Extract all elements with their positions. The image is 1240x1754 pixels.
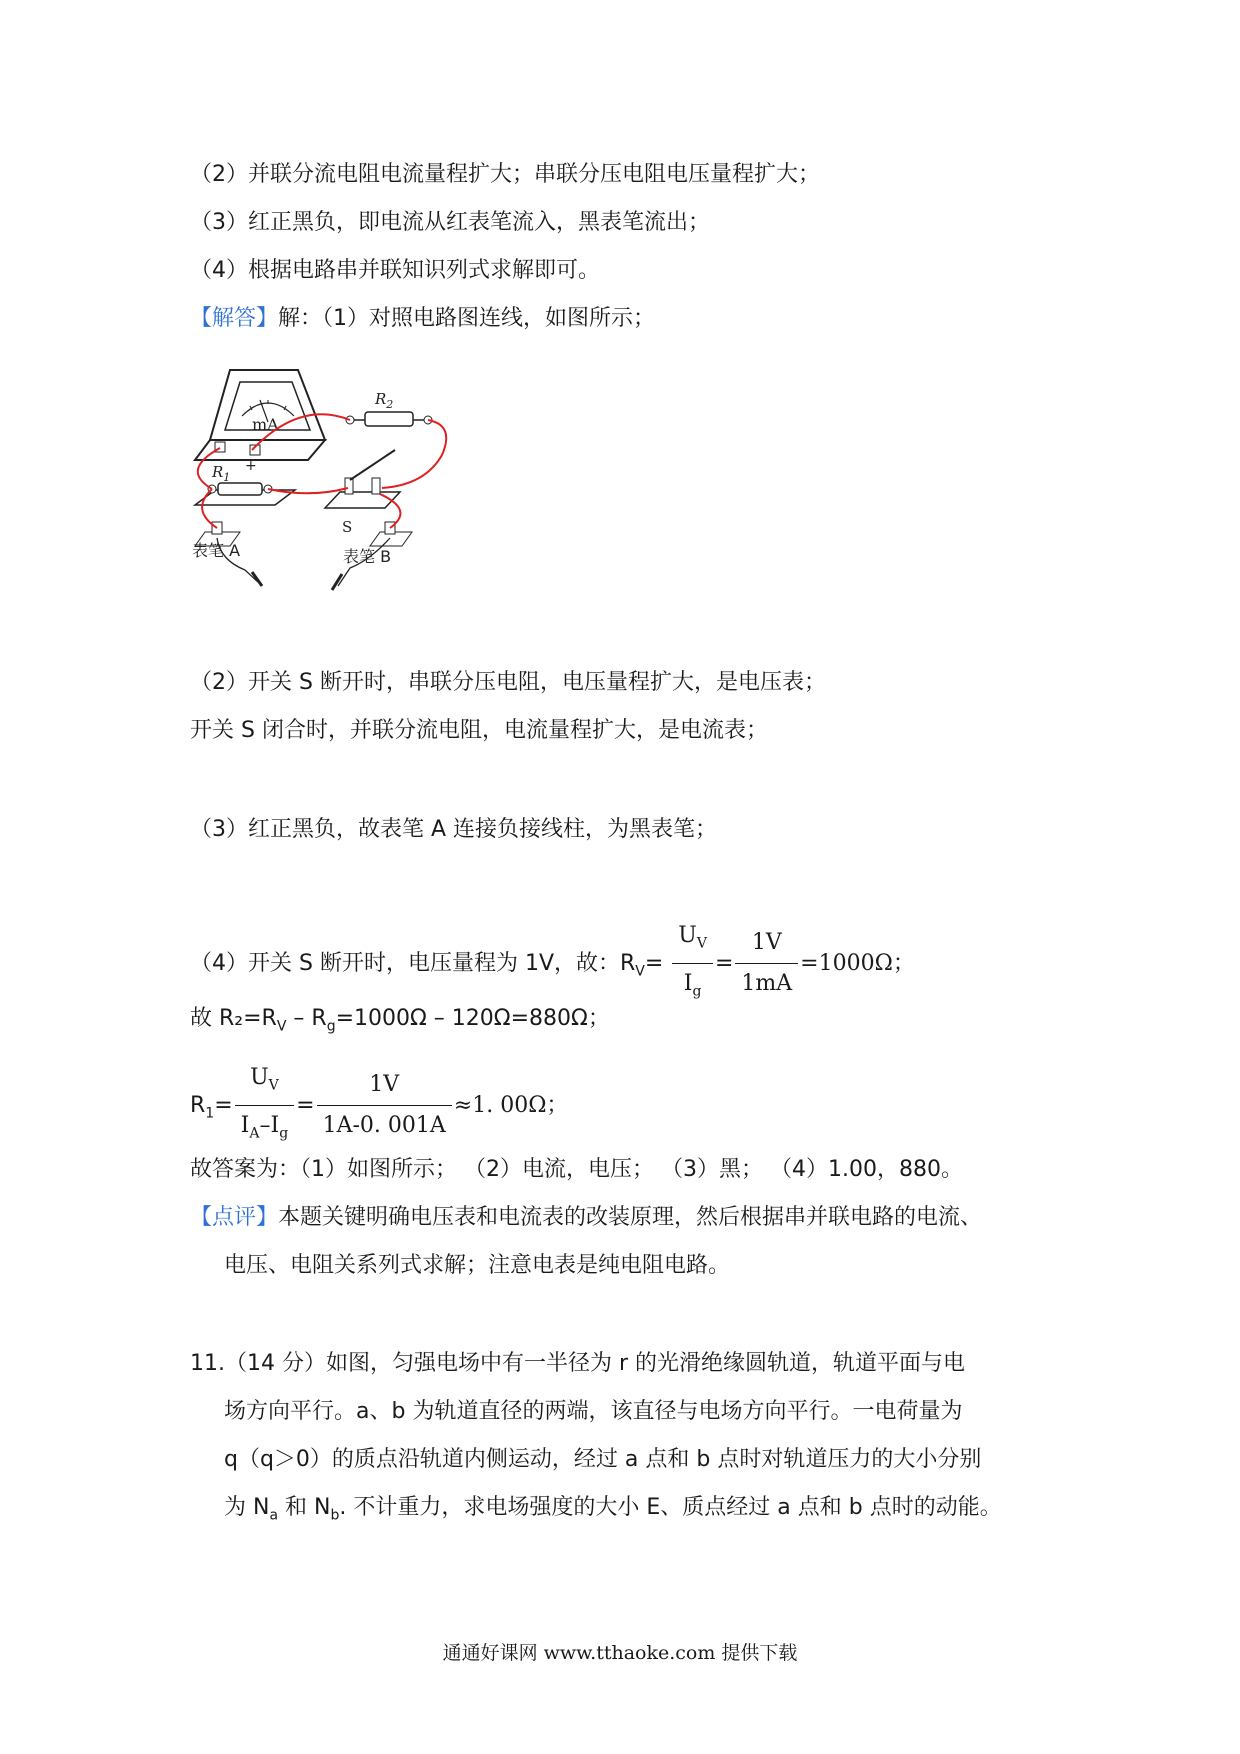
- fraction-1v-1ma: $\frac{1V}{1mA}$: [735, 925, 798, 1002]
- switch-label: S: [342, 518, 353, 536]
- r2-label: $R_2$: [375, 390, 394, 411]
- comment-tag: 【点评】: [190, 1205, 279, 1230]
- analysis-line-4: （4）根据电路串并联知识列式求解即可。: [190, 258, 600, 283]
- answer-r1-line: $R_1=$ $\frac{U_V}{I_A-I_g}$ = $\frac{1V}{1A-0. 001A}$ ≈1. 00Ω；: [190, 1060, 568, 1152]
- circuit-figure: [190, 360, 470, 600]
- analysis-line-3: （3）红正黑负，即电流从红表笔流入，黑表笔流出；: [190, 210, 710, 235]
- comment-line-1: 【点评】本题关键明确电压表和电流表的改装原理，然后根据串并联电路的电流、: [190, 1205, 983, 1230]
- answer-intro: 解：（1）对照电路图连线，如图所示；: [278, 306, 656, 331]
- final-answer: 故答案为：（1）如图所示； （2）电流，电压； （3）黑； （4）1.00，880。: [190, 1157, 963, 1182]
- fraction-uv-ig: $\frac{U_V}{I_g}$: [672, 918, 713, 1010]
- answer-p2-line-b: 开关 S 闭合时，并联分流电阻，电流量程扩大，是电流表；: [190, 718, 768, 743]
- answer-p4: （4）开关 S 断开时，电压量程为 1V，故：$R_V=$ $\frac{U_V}{I_g}$ = $\frac{1V}{1mA}$ =1000Ω；: [190, 918, 915, 1010]
- resistor-r2: [346, 390, 432, 426]
- answer-intro-line: [190, 304, 655, 334]
- fraction-1v-diff: $\frac{1V}{1A-0. 001A}$: [317, 1067, 452, 1144]
- question-11-line-2: 场方向平行。a、b 为轨道直径的两端，该直径与电场方向平行。一电荷量为: [224, 1399, 963, 1424]
- question-11-line-1: 11.（14 分）如图，匀强电场中有一半径为 r 的光滑绝缘圆轨道，轨道平面与电: [190, 1351, 966, 1376]
- r1-label: $R_1$: [212, 463, 231, 484]
- probe-b-label: 表笔 B: [343, 547, 392, 566]
- comment-line-2: 电压、电阻关系列式求解；注意电表是纯电阻电路。: [224, 1253, 731, 1278]
- answer-tag: 【解答】: [190, 306, 279, 331]
- page-footer: 通通好课网 www.tthaoke.com 提供下载: [442, 1642, 798, 1664]
- analysis-line-2: （2）并联分流电阻电流量程扩大；串联分压电阻电压量程扩大；: [190, 162, 820, 187]
- question-11-line-3: q（q＞0）的质点沿轨道内侧运动，经过 a 点和 b 点时对轨道压力的大小分别: [224, 1447, 982, 1472]
- probe-a-label: 表笔 A: [192, 541, 241, 560]
- meter-label: mA: [252, 415, 279, 434]
- answer-p3: （3）红正黑负，故表笔 A 连接负接线柱，为黑表笔；: [190, 817, 718, 842]
- fraction-uv-ia-ig: $\frac{U_V}{I_A-I_g}$: [235, 1060, 295, 1152]
- meter: [195, 370, 325, 474]
- answer-r2-line: 故 $R_2=R_V - R_g=1000\Omega - 120\Omega=880\Omega$；: [190, 1006, 610, 1035]
- question-11-line-4: 为 $N_a$ 和 $N_b$. 不计重力，求电场强度的大小 E、质点经过 a 点和 b 点时的动能。: [224, 1495, 1002, 1524]
- answer-p2-line-a: （2）开关 S 断开时，串联分压电阻，电压量程扩大，是电压表；: [190, 670, 826, 695]
- svg-text:+: +: [245, 458, 257, 474]
